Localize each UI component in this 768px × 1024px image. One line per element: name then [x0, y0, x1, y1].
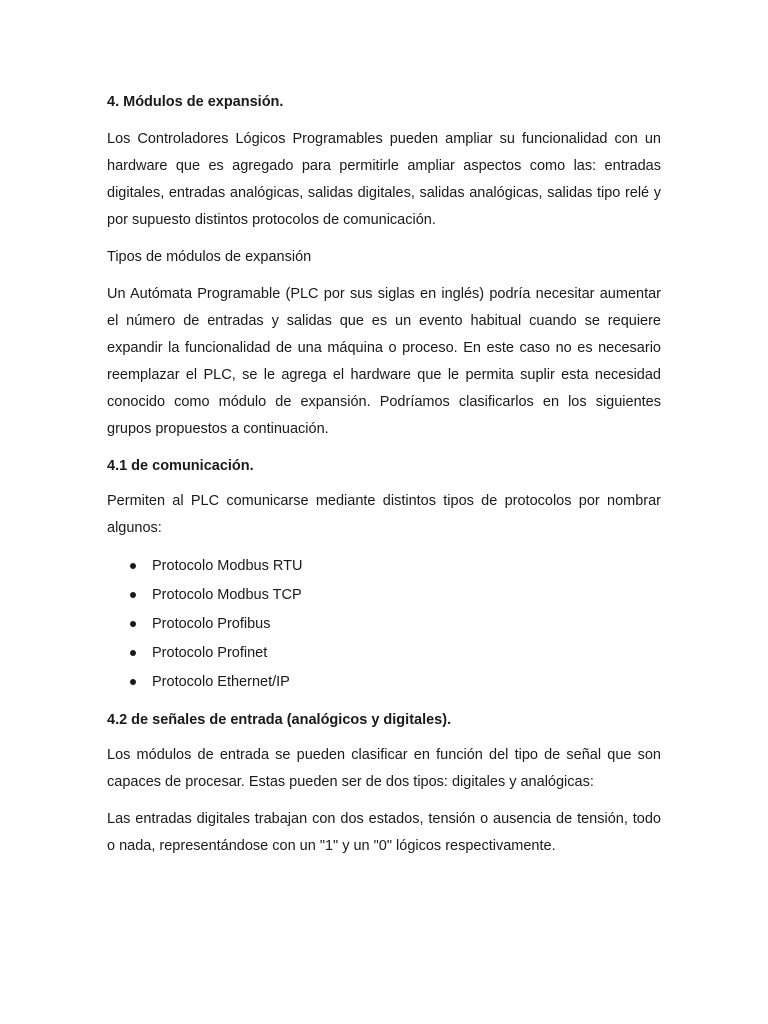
list-item-label: Protocolo Profinet	[152, 645, 268, 661]
list-item	[107, 610, 661, 639]
section-4-body-paragraph: Un Autómata Programable (PLC por sus siglas en inglés) podría necesitar aumentar el número de entradas y salidas que es un evento habitual cuando se requiere expandir la funcionalidad de una máquina o proceso. En este caso no es necesario reemplazar el PLC, se le agrega el hardware que le permita suplir esta necesidad conocido como módulo de expansión. Podríamos clasificarlos en los siguientes grupos propuestos a continuación.	[107, 286, 661, 437]
section-4-1-heading: 4.1 de comunicación.	[107, 458, 254, 474]
list-item	[107, 639, 661, 668]
list-item	[107, 581, 661, 610]
list-item-label: Protocolo Modbus TCP	[152, 587, 302, 603]
protocol-list	[107, 552, 661, 697]
bullet-icon	[130, 563, 136, 569]
list-item-label: Protocolo Profibus	[152, 616, 271, 632]
list-item-label: Protocolo Modbus RTU	[152, 558, 303, 574]
bullet-icon	[130, 592, 136, 598]
section-4-1-intro-paragraph: Permiten al PLC comunicarse mediante distintos tipos de protocolos por nombrar algunos:	[107, 493, 661, 536]
bullet-icon	[130, 679, 136, 685]
section-4-2-paragraph-1: Los módulos de entrada se pueden clasificar en función del tipo de señal que son capaces de procesar. Estas pueden ser de dos tipos: digitales y analógicas:	[107, 747, 661, 790]
list-item	[107, 552, 661, 581]
bullet-icon	[130, 650, 136, 656]
list-item	[107, 668, 661, 697]
section-4-heading: 4. Módulos de expansión.	[107, 94, 284, 110]
section-4-intro-paragraph: Los Controladores Lógicos Programables pueden ampliar su funcionalidad con un hardware que es agregado para permitirle ampliar aspectos como las: entradas digitales, entradas analógicas, salidas digitales, salidas analógicas, salidas tipo relé y por supuesto distintos protocolos de comunicación.	[107, 131, 661, 228]
section-4-2-heading: 4.2 de señales de entrada (analógicos y digitales).	[107, 712, 452, 728]
bullet-icon	[130, 621, 136, 627]
section-4-subtitle: Tipos de módulos de expansión	[107, 249, 312, 265]
section-4-2-paragraph-2: Las entradas digitales trabajan con dos estados, tensión o ausencia de tensión, todo o nada, representándose con un "1" y un "0" lógicos respectivamente.	[107, 811, 661, 854]
list-item-label: Protocolo Ethernet/IP	[152, 674, 290, 690]
